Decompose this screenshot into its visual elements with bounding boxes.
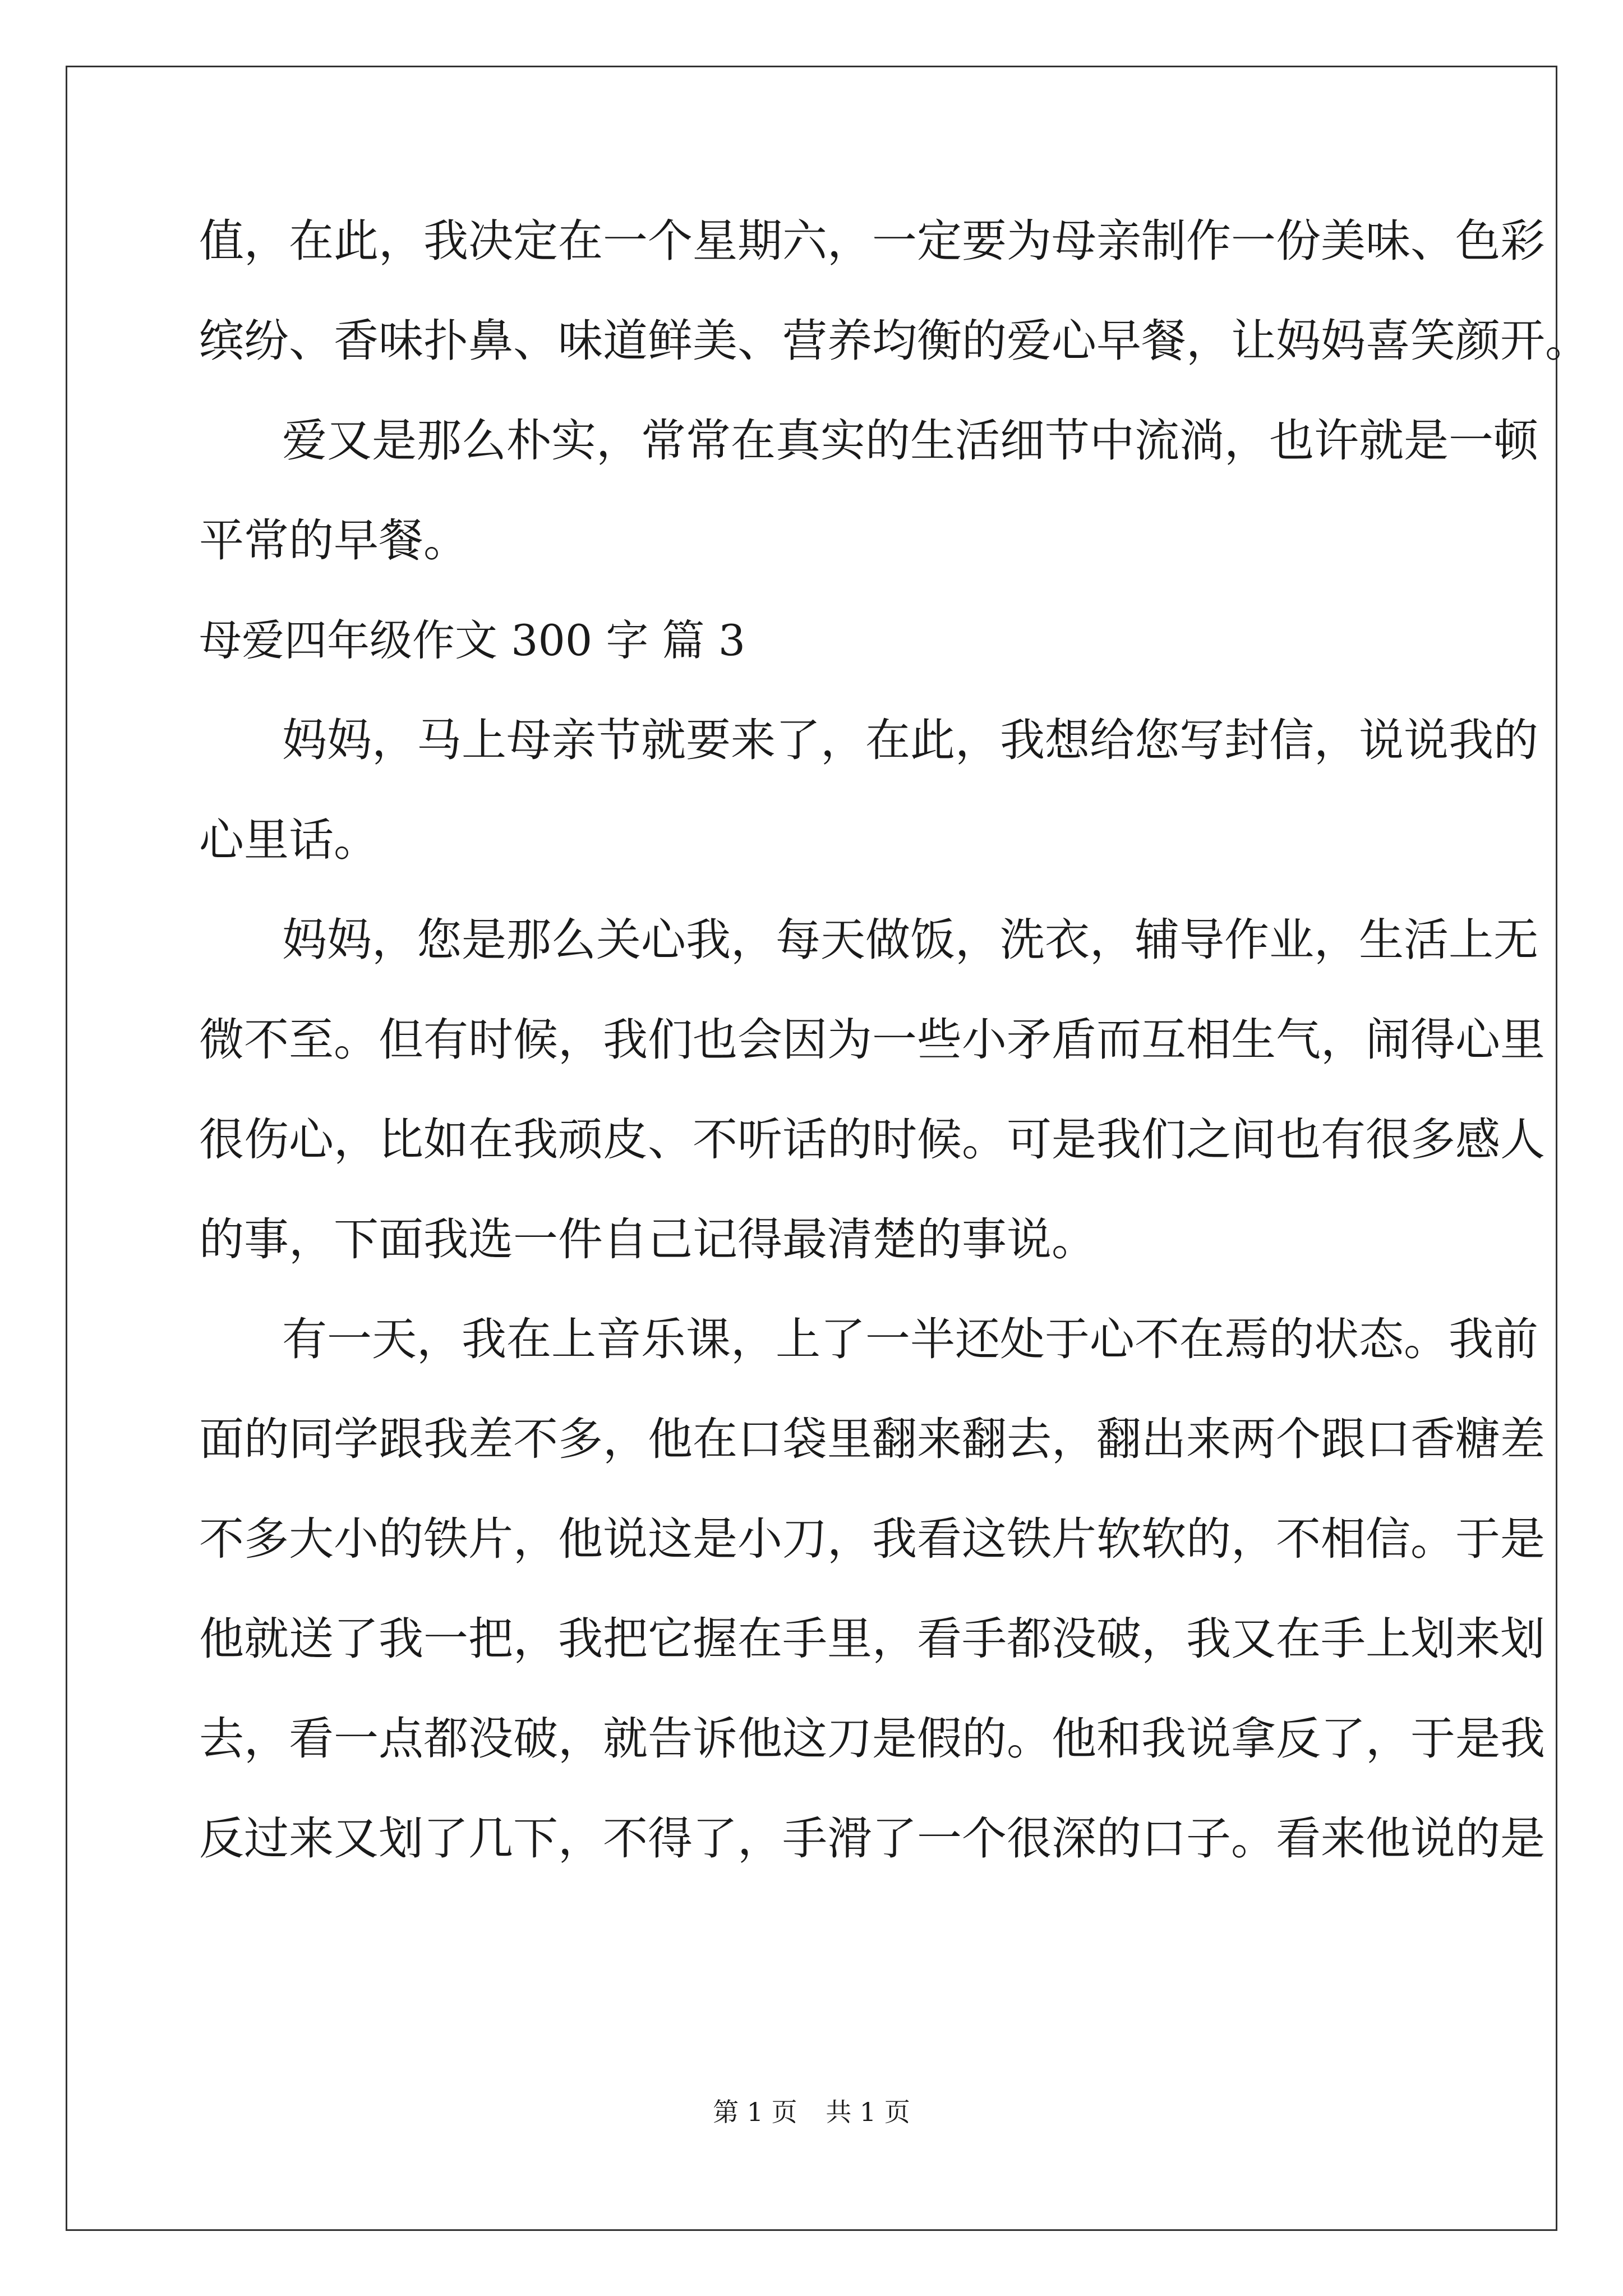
paragraph-line: 他就送了我一把，我把它握在手里，看手都没破，我又在手上划来划	[199, 1613, 1545, 1665]
paragraph-line: 妈妈，您是那么关心我，每天做饭，洗衣，辅导作业，生活上无	[282, 914, 1538, 966]
paragraph-line: 爱又是那么朴实，常常在真实的生活细节中流淌，也许就是一顿	[282, 415, 1538, 467]
paragraph-line: 去，看一点都没破，就告诉他这刀是假的。他和我说拿反了，于是我	[199, 1713, 1545, 1765]
paragraph-line: 心里话。	[199, 814, 379, 866]
paragraph-line: 很伤心，比如在我顽皮、不听话的时候。可是我们之间也有很多感人	[199, 1114, 1545, 1166]
paragraph-line: 妈妈，马上母亲节就要来了，在此，我想给您写封信，说说我的	[282, 714, 1538, 766]
page-number: 第 1 页	[713, 2097, 797, 2127]
paragraph-line: 平常的早餐。	[199, 514, 468, 567]
paragraph-line: 微不至。但有时候，我们也会因为一些小矛盾而互相生气，闹得心里	[199, 1014, 1545, 1066]
paragraph-line: 不多大小的铁片，他说这是小刀，我看这铁片软软的，不相信。于是	[199, 1513, 1545, 1565]
paragraph-line: 有一天，我在上音乐课，上了一半还处于心不在焉的状态。我前	[282, 1313, 1538, 1365]
paragraph-line: 值，在此，我决定在一个星期六，一定要为母亲制作一份美味、色彩	[199, 215, 1545, 267]
page-total: 共 1 页	[826, 2097, 910, 2127]
paragraph-line: 的事，下面我选一件自己记得最清楚的事说。	[199, 1213, 1096, 1266]
section-heading: 母爱四年级作文 300 字 篇 3	[199, 615, 746, 665]
paragraph-line: 面的同学跟我差不多，他在口袋里翻来翻去，翻出来两个跟口香糖差	[199, 1413, 1545, 1465]
paragraph-line: 反过来又划了几下，不得了，手滑了一个很深的口子。看来他说的是	[199, 1812, 1545, 1865]
page-footer	[0, 2095, 1623, 2129]
paragraph-line: 缤纷、香味扑鼻、味道鲜美、营养均衡的爱心早餐，让妈妈喜笑颜开。	[199, 315, 1590, 367]
